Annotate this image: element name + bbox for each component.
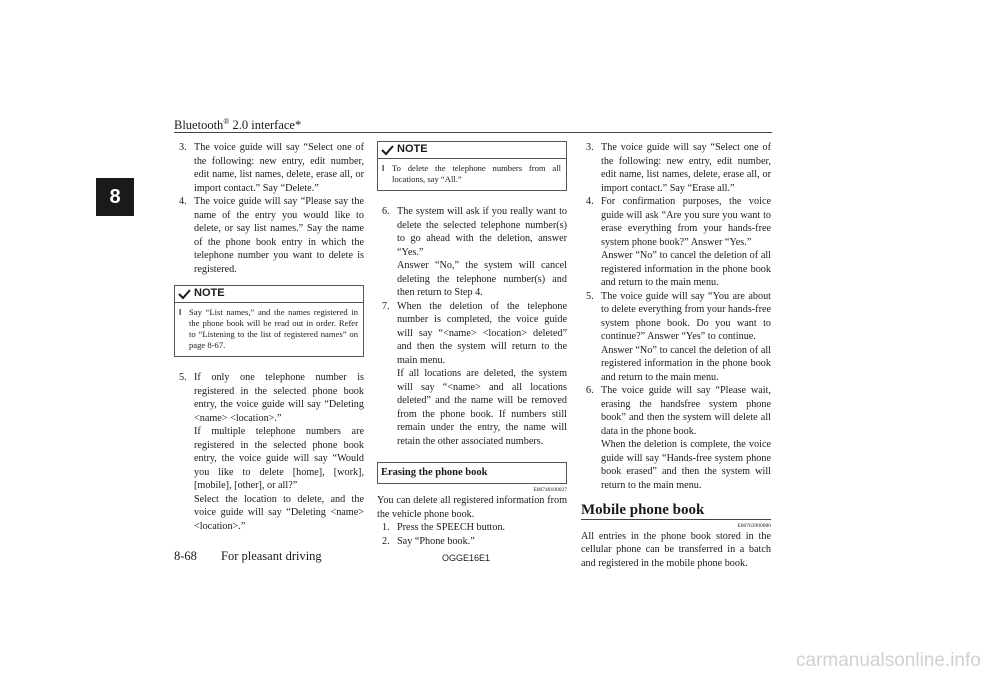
list-item-1: 1. Press the SPEECH button. (382, 522, 506, 533)
note-box: NOTE l Say “List names,” and the names registered in the phone book will be read out in order. Refer to “Listening to the list of registered names” on page 8-67. (174, 285, 364, 357)
step-6: 6. The system will ask if you really want to delete the selected telephone number(s) to go ahead with the deletion, answer “Yes.” Answer “No,” the system will cancel deleting the telephone number(s) and then return to Step 4. (382, 206, 567, 298)
body-text: All entries in the phone book stored in the cellular phone can be transferred in a batch and registered in the mobile phone book. (581, 530, 771, 569)
chapter-tab: 8 (96, 178, 134, 216)
column-2 (377, 141, 567, 548)
intro-text: You can delete all registered information from the vehicle phone book. (377, 495, 567, 520)
section-code: E00740100027 (533, 487, 567, 493)
step-3: 3. The voice guide will say “Select one of the following: new entry, edit number, edit name, list names, delete, erase all, or import contact.” Say “Erase all.” (586, 142, 771, 194)
column-1 (174, 141, 364, 533)
running-header: Bluetooth® 2.0 interface* (174, 117, 302, 133)
bullet-icon: l (179, 308, 182, 317)
footer-section: For pleasant driving (221, 549, 322, 563)
step-4: 4. For confirmation purposes, the voice guide will ask “Are you sure you want to erase everything from your hands-free system phone book?” Answer “Yes.” Answer “No” to cancel the deletion of all registered information in the phone book and return to the main menu. (586, 196, 771, 288)
note-box: NOTE l To delete the telephone numbers from all locations, say “All.” (377, 141, 567, 191)
step-7: 7. When the deletion of the telephone number is completed, the voice guide will say “<name> <location> deleted” and then the system will return to the main menu. If all locations are deleted, the system will say “<name> and all locations deleted” and the name will be removed from the phone book. If numbers still remain under the entry, the name will retain the other associated numbers. (382, 300, 567, 447)
header-rule (174, 132, 772, 133)
step-5: 5. If only one telephone number is registered in the selected phone book entry, the voice guide will say “Deleting <name> <location>.” If multiple telephone numbers are registered in the selected phone book entry, the voice guide will say “Would you like to delete [home], [work], [mobile], [other], or all?” Select the location to delete, and the voice guide will say “Deleting <name> <location>.” (179, 372, 364, 532)
footer-code: OGGE16E1 (442, 553, 491, 563)
list-item-2: 2. Say “Phone book.” (382, 535, 475, 547)
bullet-icon: l (382, 164, 385, 173)
step-6: 6. The voice guide will say “Please wait, erasing the handsfree system phone book” and then the system will delete all data in the phone book. When the deletion is complete, the voice guide will say “Hands-free system phone book erased” and then the system will return to the main menu. (586, 385, 771, 491)
page-number: 8-68 (174, 549, 197, 563)
note-check-icon (178, 289, 191, 300)
watermark: carmanualsonline.info (796, 650, 981, 671)
heading-rule (581, 519, 771, 520)
step-4: 4. The voice guide will say “Please say the name of the entry you would like to delete, or say list names.” Say the name of the phone book entry in which the telephone number you want to delete is registered. (179, 196, 364, 275)
step-3: 3. The voice guide will say “Select one of the following: new entry, edit number, edit name, list names, delete, erase all, or import contact.” Say “Delete.” (179, 142, 364, 194)
section-heading: Erasing the phone book (377, 462, 567, 484)
step-5: 5. The voice guide will say “You are about to delete everything from your hands-free system phone book. Do you want to continue?” Answer “Yes” to continue. Answer “No” to cancel the deletion of all registered information in the phone book and return to the main menu. (586, 290, 772, 383)
note-check-icon (381, 145, 394, 156)
column-3 (581, 141, 771, 570)
section-heading: Mobile phone book (581, 502, 705, 518)
section-code: E00763900080 (737, 522, 771, 529)
